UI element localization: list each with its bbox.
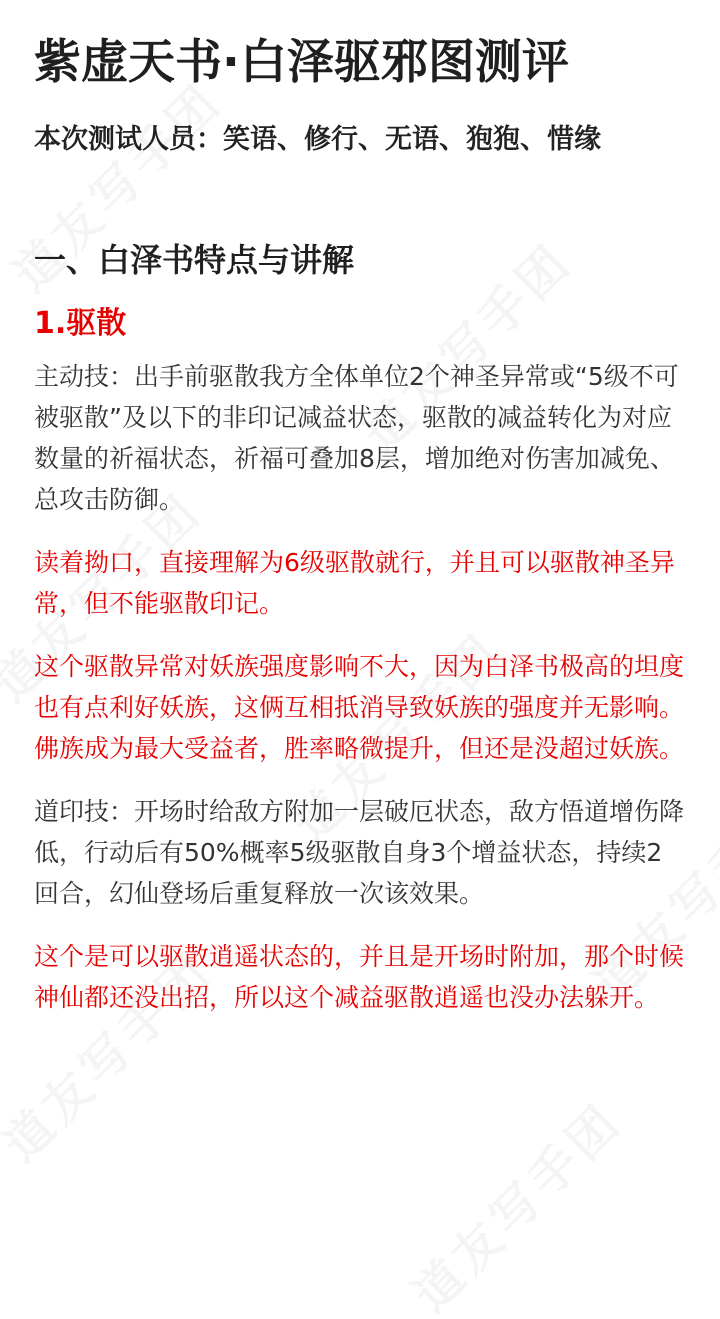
skill-description-active: 主动技：出手前驱散我方全体单位2个神圣异常或“5级不可被驱散”及以下的非印记减益状态，驱散的减益转化为对应数量的祈福状态，祈福可叠加8层，增加绝对伤害加减免、总攻击防御。 [34,362,679,514]
section-heading: 一、白泽书特点与讲解 [34,241,355,279]
subsection-heading: 1.驱散 [34,306,127,341]
watermark-text [395,1085,635,1319]
comment-paragraph: 读着拗口，直接理解为6级驱散就行，并且可以驱散神圣异常，但不能驱散印记。 [34,548,675,618]
comment-paragraph: 这个是可以驱散逍遥状态的，并且是开场时附加，那个时候神仙都还没出招，所以这个减益驱散逍遥也没办法躲开。 [34,942,685,1012]
skill-description-dao-seal: 道印技：开场时给敌方附加一层破厄状态，敌方悟道增伤降低，行动后有50%概率5级驱散自身3个增益状态，持续2回合，幻仙登场后重复释放一次该效果。 [34,797,685,908]
testers-line: 本次测试人员：笑语、修行、无语、狍狍、惜缘 [34,124,601,155]
article-title: 紫虚天书·白泽驱邪图测评 [34,35,569,90]
comment-paragraph: 这个驱散异常对妖族强度影响不大，因为白泽书极高的坦度也有点利好妖族，这俩互相抵消导致妖族的强度并无影响。佛族成为最大受益者，胜率略微提升，但还是没超过妖族。 [34,652,685,763]
